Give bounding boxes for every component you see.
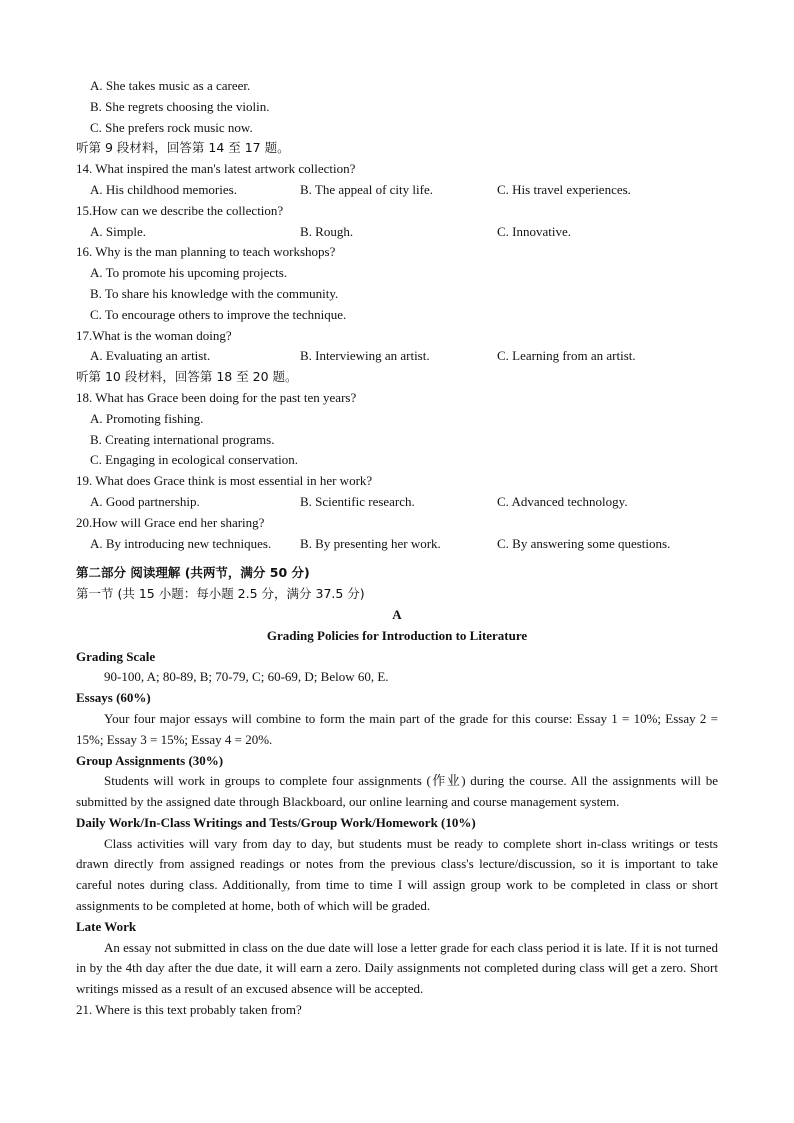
q15-option-b: B. Rough. bbox=[300, 223, 354, 239]
q15-stem: 15.How can we describe the collection? bbox=[76, 202, 284, 218]
q15-option-c: C. Innovative. bbox=[497, 223, 572, 239]
q13-option-b: B. She regrets choosing the violin. bbox=[90, 98, 270, 114]
reading-section-heading: 第一节 (共 15 小题：每小题 2.5 分，满分 37.5 分) bbox=[76, 586, 365, 602]
q14-option-c: C. His travel experiences. bbox=[497, 181, 631, 197]
q14-options bbox=[76, 180, 718, 201]
daily-work-text: Class activities will vary from day to day, but students must be ready to complete short in-class writings or tests drawn directly from assigned readings or notes from the previous class's lecture/discussion, so it is important to take careful notes during class. Additionally, from time to time I will assign group work to be completed in class or short assignments to be completed at home, both of which will be graded. bbox=[76, 835, 718, 914]
q18-option-a: A. Promoting fishing. bbox=[90, 410, 204, 426]
q16-option-c: C. To encourage others to improve the technique. bbox=[90, 306, 347, 322]
section10-heading: 听第 10 段材料，回答第 18 至 20 题。 bbox=[76, 369, 298, 385]
q18-option-c: C. Engaging in ecological conservation. bbox=[90, 452, 298, 468]
q14-stem: 14. What inspired the man's latest artwork collection? bbox=[76, 161, 356, 177]
reading-part-heading: 第二部分 阅读理解 (共两节，满分 50 分) bbox=[76, 565, 310, 581]
q19-option-a: A. Good partnership. bbox=[90, 493, 200, 509]
group-assignments-text: Students will work in groups to complete four assignments (作业) during the course. All the assignments will be submitted by the assigned date through Blackboard, our online learning and course management system. bbox=[76, 773, 718, 810]
q16-option-a: A. To promote his upcoming projects. bbox=[90, 265, 288, 281]
grading-scale-text: 90-100, A; 80-89, B; 70-79, C; 60-69, D; Below 60, E. bbox=[104, 669, 389, 685]
q18-option-b: B. Creating international programs. bbox=[90, 431, 275, 447]
q19-option-c: C. Advanced technology. bbox=[497, 493, 628, 509]
group-assignments-heading: Group Assignments (30%) bbox=[76, 752, 224, 768]
q20-option-b: B. By presenting her work. bbox=[300, 535, 441, 551]
q20-stem: 20.How will Grace end her sharing? bbox=[76, 514, 265, 530]
q17-options bbox=[76, 346, 718, 367]
passage-letter: A bbox=[392, 606, 402, 622]
q17-option-c: C. Learning from an artist. bbox=[497, 348, 636, 364]
late-work-text: An essay not submitted in class on the due date will lose a letter grade for each class period it is late. If it is not turned in by the 4th day after the due date, it will earn a zero. Daily assignments not completed during class will get a zero. Short writings missed as a result of an excused absence will be accepted. bbox=[76, 939, 718, 997]
q17-stem: 17.What is the woman doing? bbox=[76, 327, 232, 343]
late-work-heading: Late Work bbox=[76, 918, 137, 934]
q13-option-a: A. She takes music as a career. bbox=[90, 78, 251, 93]
essays-text: Your four major essays will combine to form the main part of the grade for this course: Essay 1 = 10%; Essay 2 = 15%; Essay 3 = 15%; Essay 4 = 20%. bbox=[76, 710, 718, 747]
section9-heading: 听第 9 段材料，回答第 14 至 17 题。 bbox=[76, 140, 290, 156]
passage-title: Grading Policies for Introduction to Literature bbox=[266, 627, 528, 643]
grading-scale-heading: Grading Scale bbox=[76, 648, 156, 664]
q13-option-c: C. She prefers rock music now. bbox=[90, 119, 253, 135]
q17-option-a: A. Evaluating an artist. bbox=[90, 348, 211, 364]
q17-option-b: B. Interviewing an artist. bbox=[300, 348, 430, 364]
q15-option-a: A. Simple. bbox=[90, 223, 146, 239]
q20-option-c: C. By answering some questions. bbox=[497, 535, 671, 551]
q19-stem: 19. What does Grace think is most essential in her work? bbox=[76, 473, 373, 489]
q18-stem: 18. What has Grace been doing for the past ten years? bbox=[76, 389, 357, 405]
q20-options bbox=[76, 534, 718, 555]
q14-option-b: B. The appeal of city life. bbox=[300, 181, 433, 197]
q14-option-a: A. His childhood memories. bbox=[90, 181, 237, 197]
q16-option-b: B. To share his knowledge with the community. bbox=[90, 285, 339, 301]
q15-options bbox=[76, 222, 718, 243]
q20-option-a: A. By introducing new techniques. bbox=[90, 535, 272, 551]
q21-stem: 21. Where is this text probably taken from? bbox=[76, 1002, 302, 1018]
exam-page bbox=[76, 76, 718, 1021]
q19-options bbox=[76, 492, 718, 513]
q16-stem: 16. Why is the man planning to teach workshops? bbox=[76, 244, 336, 260]
daily-work-heading: Daily Work/In-Class Writings and Tests/Group Work/Homework (10%) bbox=[76, 814, 476, 830]
essays-heading: Essays (60%) bbox=[76, 690, 151, 706]
q19-option-b: B. Scientific research. bbox=[300, 493, 415, 509]
